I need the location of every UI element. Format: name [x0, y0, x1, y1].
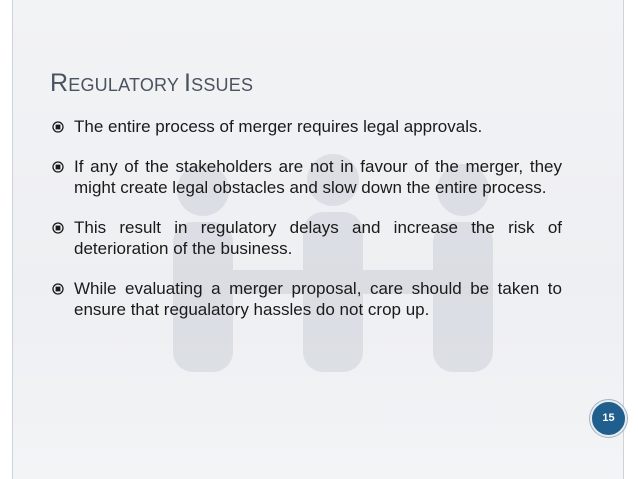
circled-square-bullet-icon: [52, 283, 64, 295]
title-part: SSUES: [191, 75, 254, 95]
circled-square-bullet-icon: [52, 121, 64, 133]
title-part: I: [183, 69, 192, 97]
page-number-badge: 15: [590, 400, 627, 437]
bullet-item: [50, 156, 562, 198]
bullet-item: [50, 116, 562, 137]
slide-title: [50, 62, 253, 99]
circled-square-bullet-icon: [52, 222, 64, 234]
bullet-item: [50, 278, 562, 320]
bullet-text: While evaluating a merger proposal, care should be taken to ensure that regualatory hassles do not crop up.: [74, 279, 562, 319]
title-part: EGULATORY: [68, 75, 184, 95]
bullet-list: [50, 116, 562, 339]
title-part: R: [50, 69, 69, 97]
bullet-text: If any of the stakeholders are not in favour of the merger, they might create legal obstacles and slow down the entire process.: [74, 157, 562, 197]
slide-frame: [12, 0, 624, 479]
bullet-text: The entire process of merger requires legal approvals.: [74, 117, 483, 136]
circled-square-bullet-icon: [52, 161, 64, 173]
bullet-text: This result in regulatory delays and increase the risk of deterioration of the business.: [74, 218, 562, 258]
bullet-item: [50, 217, 562, 259]
